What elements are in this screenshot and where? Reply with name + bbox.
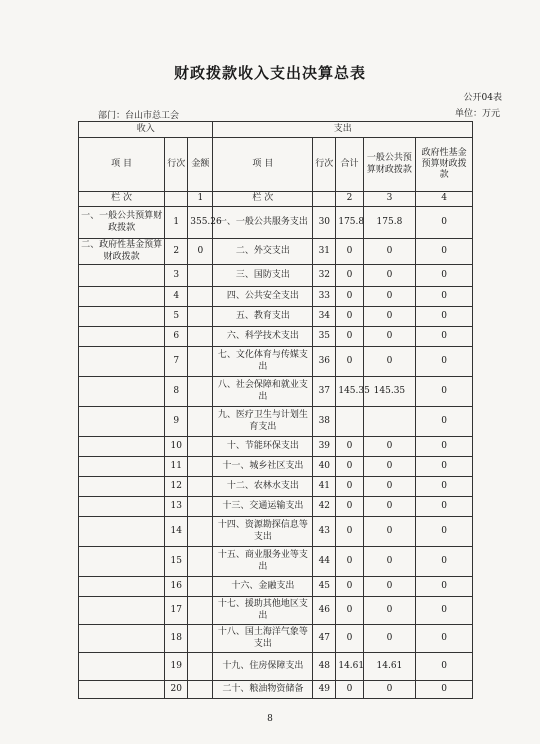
fund-budget-value: 0 (416, 577, 473, 597)
income-item: 一、一般公共预算财政拨款 (79, 207, 165, 239)
income-amount (188, 577, 213, 597)
expense-line: 32 (313, 265, 336, 287)
total-value: 0 (336, 547, 363, 577)
income-amount: 0 (188, 239, 213, 265)
general-budget-value: 0 (363, 577, 416, 597)
income-item (79, 517, 165, 547)
income-line: 19 (165, 653, 188, 681)
income-amount (188, 437, 213, 457)
income-item (79, 577, 165, 597)
expense-line: 33 (313, 287, 336, 307)
total-value: 145.35 (336, 377, 363, 407)
expense-item: 九、医疗卫生与计划生育支出 (213, 407, 313, 437)
expense-item: 十三、交通运输支出 (213, 497, 313, 517)
expense-item: 十六、金融支出 (213, 577, 313, 597)
table-row (79, 239, 473, 265)
column-blank-2 (313, 192, 336, 207)
total-value: 0 (336, 437, 363, 457)
column-2: 2 (336, 192, 363, 207)
column-1: 1 (188, 192, 213, 207)
fund-budget-value: 0 (416, 287, 473, 307)
total-value: 14.61 (336, 653, 363, 681)
general-budget-value (363, 407, 416, 437)
expense-item: 十七、援助其他地区支出 (213, 597, 313, 625)
department-label: 部门：台山市总工会 (98, 111, 180, 121)
table-row (79, 681, 473, 699)
expense-line: 47 (313, 625, 336, 653)
expense-item: 五、教育支出 (213, 307, 313, 327)
table-row (79, 577, 473, 597)
income-item-header: 项 目 (79, 138, 165, 192)
income-amount (188, 347, 213, 377)
total-value: 0 (336, 477, 363, 497)
income-item (79, 307, 165, 327)
expense-line: 37 (313, 377, 336, 407)
expense-line: 46 (313, 597, 336, 625)
column-3: 3 (363, 192, 416, 207)
income-amount (188, 327, 213, 347)
income-item (79, 477, 165, 497)
income-line: 16 (165, 577, 188, 597)
fund-budget-value: 0 (416, 477, 473, 497)
fund-budget-value: 0 (416, 239, 473, 265)
total-value: 0 (336, 327, 363, 347)
total-value: 0 (336, 625, 363, 653)
income-amount (188, 457, 213, 477)
total-value: 0 (336, 239, 363, 265)
income-amount (188, 477, 213, 497)
expense-line: 31 (313, 239, 336, 265)
total-value: 0 (336, 577, 363, 597)
table-row (79, 457, 473, 477)
income-line: 7 (165, 347, 188, 377)
expense-line-header: 行次 (313, 138, 336, 192)
general-budget-value: 0 (363, 517, 416, 547)
expense-item: 四、公共安全支出 (213, 287, 313, 307)
column-blank (165, 192, 188, 207)
expense-line: 34 (313, 307, 336, 327)
expense-item: 十一、城乡社区支出 (213, 457, 313, 477)
expense-item: 十、节能环保支出 (213, 437, 313, 457)
general-budget-value: 0 (363, 347, 416, 377)
income-header: 收入 (79, 122, 213, 138)
general-budget-value: 0 (363, 307, 416, 327)
general-budget-value: 0 (363, 597, 416, 625)
table-row (79, 327, 473, 347)
fund-budget-header: 政府性基金预算财政拨款 (416, 138, 473, 192)
fund-budget-value: 0 (416, 307, 473, 327)
page-number: 8 (267, 714, 273, 724)
income-line: 13 (165, 497, 188, 517)
expense-line: 49 (313, 681, 336, 699)
income-line: 15 (165, 547, 188, 577)
fund-budget-value: 0 (416, 625, 473, 653)
income-line: 18 (165, 625, 188, 653)
table-row (79, 597, 473, 625)
table-row (79, 347, 473, 377)
table-row (79, 207, 473, 239)
income-line: 2 (165, 239, 188, 265)
table-row (79, 625, 473, 653)
general-budget-value: 0 (363, 625, 416, 653)
general-budget-value: 0 (363, 477, 416, 497)
expense-item: 十五、商业服务业等支出 (213, 547, 313, 577)
expense-line: 40 (313, 457, 336, 477)
total-value: 0 (336, 347, 363, 377)
total-value: 0 (336, 265, 363, 287)
income-item (79, 287, 165, 307)
total-header: 合计 (336, 138, 363, 192)
income-amount (188, 307, 213, 327)
income-amount (188, 625, 213, 653)
income-line: 4 (165, 287, 188, 307)
expense-line: 38 (313, 407, 336, 437)
table-row (79, 407, 473, 437)
income-item (79, 597, 165, 625)
income-line: 17 (165, 597, 188, 625)
income-item: 二、政府性基金预算财政拨款 (79, 239, 165, 265)
expense-item: 十四、资源勘探信息等支出 (213, 517, 313, 547)
expense-line: 39 (313, 437, 336, 457)
fund-budget-value: 0 (416, 681, 473, 699)
general-budget-value: 145.35 (363, 377, 416, 407)
income-line: 5 (165, 307, 188, 327)
table-row (79, 287, 473, 307)
general-budget-value: 0 (363, 497, 416, 517)
column-4: 4 (416, 192, 473, 207)
total-value (336, 407, 363, 437)
unit-label: 单位：万元 (454, 109, 500, 119)
income-line-header: 行次 (165, 138, 188, 192)
income-item (79, 265, 165, 287)
income-line: 1 (165, 207, 188, 239)
income-amount (188, 653, 213, 681)
general-budget-header: 一般公共预算财政拨款 (363, 138, 416, 192)
income-item (79, 625, 165, 653)
general-budget-value: 0 (363, 239, 416, 265)
income-item (79, 547, 165, 577)
income-amount (188, 517, 213, 547)
general-budget-value: 0 (363, 681, 416, 699)
table-row (79, 547, 473, 577)
total-value: 0 (336, 307, 363, 327)
income-amount (188, 681, 213, 699)
expense-item: 十二、农林水支出 (213, 477, 313, 497)
income-line: 14 (165, 517, 188, 547)
general-budget-value: 0 (363, 547, 416, 577)
budget-table (78, 121, 473, 699)
general-budget-value: 0 (363, 327, 416, 347)
expense-item: 十九、住房保障支出 (213, 653, 313, 681)
table-row (79, 307, 473, 327)
fund-budget-value: 0 (416, 437, 473, 457)
total-value: 0 (336, 597, 363, 625)
income-amount (188, 287, 213, 307)
table-row (79, 517, 473, 547)
fund-budget-value: 0 (416, 653, 473, 681)
expense-line: 43 (313, 517, 336, 547)
income-amount (188, 265, 213, 287)
income-item (79, 407, 165, 437)
expense-item: 二、外交支出 (213, 239, 313, 265)
income-item (79, 497, 165, 517)
income-item (79, 377, 165, 407)
page-title: 财政拨款收入支出决算总表 (173, 64, 366, 82)
income-amount (188, 377, 213, 407)
fund-budget-value: 0 (416, 265, 473, 287)
general-budget-value: 0 (363, 265, 416, 287)
income-amount (188, 547, 213, 577)
expense-line: 35 (313, 327, 336, 347)
fund-budget-value: 0 (416, 597, 473, 625)
column-label-2: 栏 次 (213, 192, 313, 207)
table-row (79, 497, 473, 517)
income-line: 20 (165, 681, 188, 699)
total-value: 0 (336, 457, 363, 477)
total-value: 0 (336, 287, 363, 307)
income-item (79, 437, 165, 457)
total-value: 0 (336, 681, 363, 699)
income-item (79, 457, 165, 477)
income-line: 11 (165, 457, 188, 477)
column-label: 栏 次 (79, 192, 165, 207)
income-line: 9 (165, 407, 188, 437)
general-budget-value: 14.61 (363, 653, 416, 681)
fund-budget-value: 0 (416, 347, 473, 377)
income-item (79, 327, 165, 347)
expense-item: 六、科学技术支出 (213, 327, 313, 347)
expense-line: 36 (313, 347, 336, 377)
income-amount-header: 金额 (188, 138, 213, 192)
income-item (79, 681, 165, 699)
expense-item: 七、文化体育与传媒支出 (213, 347, 313, 377)
expense-item: 十八、国土海洋气象等支出 (213, 625, 313, 653)
table-row (79, 477, 473, 497)
income-amount: 355.26 (188, 207, 213, 239)
income-line: 10 (165, 437, 188, 457)
fund-budget-value: 0 (416, 457, 473, 477)
income-line: 3 (165, 265, 188, 287)
general-budget-value: 175.8 (363, 207, 416, 239)
fund-budget-value: 0 (416, 377, 473, 407)
fund-budget-value: 0 (416, 407, 473, 437)
general-budget-value: 0 (363, 287, 416, 307)
total-value: 175.8 (336, 207, 363, 239)
fund-budget-value: 0 (416, 497, 473, 517)
income-amount (188, 497, 213, 517)
expense-line: 48 (313, 653, 336, 681)
table-row (79, 437, 473, 457)
income-amount (188, 407, 213, 437)
table-row (79, 653, 473, 681)
expense-item: 一、一般公共服务支出 (213, 207, 313, 239)
general-budget-value: 0 (363, 457, 416, 477)
total-value: 0 (336, 497, 363, 517)
fund-budget-value: 0 (416, 327, 473, 347)
table-row (79, 265, 473, 287)
expense-item: 二十、粮油物资储备 (213, 681, 313, 699)
general-budget-value: 0 (363, 437, 416, 457)
income-line: 12 (165, 477, 188, 497)
expense-line: 42 (313, 497, 336, 517)
expense-item: 三、国防支出 (213, 265, 313, 287)
expense-line: 30 (313, 207, 336, 239)
income-amount (188, 597, 213, 625)
income-item (79, 653, 165, 681)
total-value: 0 (336, 517, 363, 547)
fund-budget-value: 0 (416, 517, 473, 547)
fund-budget-value: 0 (416, 207, 473, 239)
expense-header: 支出 (213, 122, 473, 138)
form-number: 公开04表 (463, 93, 502, 103)
expense-item: 八、社会保障和就业支出 (213, 377, 313, 407)
income-item (79, 347, 165, 377)
fund-budget-value: 0 (416, 547, 473, 577)
expense-line: 45 (313, 577, 336, 597)
income-line: 6 (165, 327, 188, 347)
expense-item-header: 项 目 (213, 138, 313, 192)
expense-line: 44 (313, 547, 336, 577)
table-row (79, 377, 473, 407)
income-line: 8 (165, 377, 188, 407)
expense-line: 41 (313, 477, 336, 497)
